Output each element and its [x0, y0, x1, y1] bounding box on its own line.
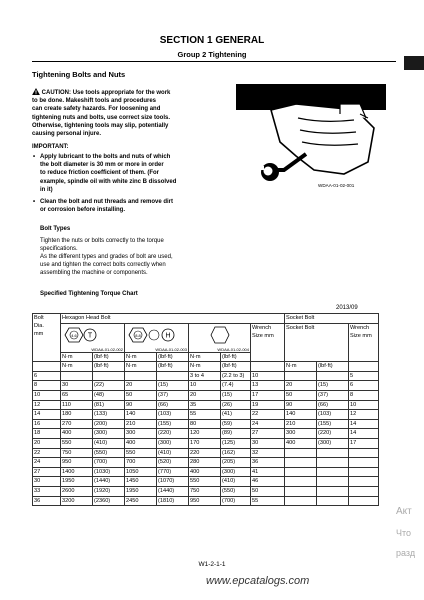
bolt-types-heading: Bolt Types	[40, 226, 71, 232]
torque-cell	[285, 448, 317, 458]
torque-cell	[317, 486, 349, 496]
blank-cell	[33, 362, 61, 372]
torque-row	[33, 467, 379, 477]
torque-cell: 300	[125, 429, 157, 439]
torque-cell: 36	[251, 458, 285, 468]
unit-nm: N·m	[125, 362, 157, 372]
torque-cell: 550	[189, 477, 221, 487]
torque-cell: (410)	[221, 477, 251, 487]
bullet-clean-threads	[40, 198, 212, 214]
torque-cell: (162)	[221, 448, 251, 458]
hand-wrench-illustration	[236, 74, 386, 182]
torque-cell: (22)	[93, 381, 125, 391]
torque-cell: 110	[61, 400, 93, 410]
bolt-dia-cell: 36	[33, 496, 61, 506]
torque-cell: 46	[251, 477, 285, 487]
socket-header: Socket Bolt	[285, 314, 379, 324]
bolt-dia-cell: 12	[33, 400, 61, 410]
wrench-size-line: Size mm	[350, 332, 372, 339]
torque-cell: 22	[251, 410, 285, 420]
para-line: use and tighten the correct bolts correctly when	[40, 262, 166, 268]
torque-cell: (15)	[157, 381, 189, 391]
torque-cell: (700)	[221, 496, 251, 506]
torque-cell: 1950	[125, 486, 157, 496]
torque-cell: (155)	[317, 419, 349, 429]
torque-row	[33, 371, 379, 381]
torque-cell: (220)	[157, 429, 189, 439]
torque-cell: 55	[189, 410, 221, 420]
unit-lbfft: (lbf·ft)	[221, 352, 251, 362]
torque-cell: (37)	[317, 390, 349, 400]
page-number: W1-2-1-1	[198, 561, 226, 568]
torque-cell: 550	[125, 448, 157, 458]
caution-line: Otherwise, tightening tools may slip, potentially	[32, 122, 169, 129]
side-overlay-text: разд	[396, 548, 416, 558]
bolt-dia-cell: 6	[33, 371, 61, 381]
torque-row	[33, 429, 379, 439]
torque-cell	[285, 371, 317, 381]
unit-nm: N·m	[61, 352, 93, 362]
caution-line: to be done. Makeshift tools and procedures	[32, 98, 157, 105]
section-tab-marker	[404, 56, 424, 70]
svg-text:8.8: 8.8	[135, 332, 141, 338]
torque-cell: 950	[189, 496, 221, 506]
torque-cell	[349, 467, 379, 477]
torque-cell: (81)	[93, 400, 125, 410]
torque-cell: 19	[251, 400, 285, 410]
bolt-dia-cell: 20	[33, 438, 61, 448]
torque-cell: (103)	[317, 410, 349, 420]
bullet-line: • Clean the bolt and nut threads and remove dirt	[40, 199, 174, 205]
bolt-dia-cell: 27	[33, 467, 61, 477]
hex-bolt-plain-icon	[209, 326, 231, 344]
torque-cell: 90	[125, 400, 157, 410]
bolt-dia-cell: 10	[33, 390, 61, 400]
bolt-dia-cell: 18	[33, 429, 61, 439]
caution-block	[32, 88, 212, 138]
torque-cell: 170	[189, 438, 221, 448]
torque-cell: (200)	[93, 419, 125, 429]
unit-lbfft: (lbf·ft)	[93, 352, 125, 362]
col-id: WDAA-01-02-003	[155, 346, 187, 352]
torque-cell: (155)	[157, 419, 189, 429]
side-overlay-text: Что	[396, 528, 412, 538]
torque-cell: 140	[125, 410, 157, 420]
torque-cell: 30	[251, 438, 285, 448]
torque-cell: (520)	[157, 458, 189, 468]
torque-cell: 1050	[125, 467, 157, 477]
torque-cell: 300	[285, 429, 317, 439]
torque-cell	[317, 371, 349, 381]
torque-cell: (1440)	[157, 486, 189, 496]
unit-lbfft: (lbf·ft)	[157, 352, 189, 362]
torque-cell: 50	[285, 390, 317, 400]
torque-cell	[317, 496, 349, 506]
torque-row	[33, 496, 379, 506]
bullet-line: to reduce friction coefficient of them. (For	[40, 170, 160, 177]
svg-text:4.6: 4.6	[71, 332, 77, 338]
torque-cell: 400	[285, 438, 317, 448]
bolt-dia-cell: 22	[33, 448, 61, 458]
torque-cell	[93, 371, 125, 381]
wrench-size-header	[251, 323, 285, 362]
torque-cell: (700)	[93, 458, 125, 468]
torque-cell: (2.2 to 3)	[221, 371, 251, 381]
torque-cell: (15)	[317, 381, 349, 391]
bolt-dia-header	[33, 314, 61, 362]
torque-cell: 50	[251, 486, 285, 496]
bullet-line: example, spindle oil with white zinc B dissolved	[40, 178, 177, 185]
wrench-size-line: Wrench	[252, 324, 272, 331]
unit-nm: N·m	[285, 362, 317, 372]
torque-cell: 700	[125, 458, 157, 468]
side-overlay-text: Акт	[396, 506, 412, 517]
torque-cell: 1950	[61, 477, 93, 487]
unit-nm: N·m	[189, 352, 221, 362]
torque-row	[33, 419, 379, 429]
svg-text:T: T	[87, 332, 93, 340]
para-line: specifications.	[40, 246, 78, 252]
bolt-dia-cell: 14	[33, 410, 61, 420]
unit-nm: N·m	[61, 362, 93, 372]
torque-cell	[285, 486, 317, 496]
torque-cell: 17	[349, 438, 379, 448]
torque-cell	[349, 448, 379, 458]
torque-cell: 14	[349, 429, 379, 439]
unit-nm: N·m	[189, 362, 221, 372]
torque-cell: (1920)	[93, 486, 125, 496]
hex-head-header: Hexagon Head Bolt	[61, 314, 285, 324]
torque-cell: 5	[349, 371, 379, 381]
torque-cell: (550)	[93, 448, 125, 458]
torque-cell: 400	[189, 467, 221, 477]
torque-cell: (37)	[157, 390, 189, 400]
torque-cell	[317, 477, 349, 487]
torque-row	[33, 477, 379, 487]
bullet-lubricant	[40, 153, 212, 194]
section-title: SECTION 1 GENERAL	[159, 35, 265, 46]
torque-cell: 35	[189, 400, 221, 410]
torque-cell: 55	[251, 496, 285, 506]
torque-cell: 270	[61, 419, 93, 429]
torque-cell: (300)	[157, 438, 189, 448]
torque-cell: 17	[251, 390, 285, 400]
warning-triangle-icon	[32, 88, 40, 95]
torque-cell: (1440)	[93, 477, 125, 487]
bullet-line: or corrosion before installing.	[40, 207, 126, 214]
torque-cell: 65	[61, 390, 93, 400]
torque-cell	[317, 448, 349, 458]
torque-cell: (103)	[157, 410, 189, 420]
torque-cell: 10	[349, 400, 379, 410]
torque-cell: 1450	[125, 477, 157, 487]
unit-lbfft: (lbf·ft)	[93, 362, 125, 372]
torque-row	[33, 410, 379, 420]
torque-cell: 950	[61, 458, 93, 468]
bullet-line: • Apply lubricant to the bolts and nuts of which	[40, 154, 171, 160]
torque-cell: 80	[189, 419, 221, 429]
torque-cell: 20	[285, 381, 317, 391]
torque-cell: 140	[285, 410, 317, 420]
bullet-line: the bolt diameter is 30 mm or more in order	[40, 162, 164, 169]
para-line: assembling the machine or components.	[40, 270, 148, 276]
col-id: WDAA-01-02-002	[91, 346, 123, 352]
torque-cell: 3 to 4	[189, 371, 221, 381]
torque-cell: (410)	[157, 448, 189, 458]
unit-lbfft: (lbf·ft)	[157, 362, 189, 372]
torque-cell	[285, 458, 317, 468]
caution-label: CAUTION:	[41, 90, 72, 96]
torque-chart-heading: Specified Tightening Torque Chart	[40, 291, 138, 297]
torque-cell: 10	[189, 381, 221, 391]
torque-cell	[349, 458, 379, 468]
chart-date: 2013/09	[336, 305, 358, 311]
torque-cell: 14	[349, 419, 379, 429]
bolt-grade-4t-icon	[63, 327, 97, 343]
torque-cell: (133)	[93, 410, 125, 420]
bolt-dia-line: mm	[34, 331, 44, 337]
torque-cell: 24	[251, 419, 285, 429]
torque-cell	[285, 496, 317, 506]
torque-row	[33, 400, 379, 410]
unit-lbfft: (lbf·ft)	[317, 362, 349, 372]
wrench-size-line: Wrench	[350, 324, 370, 331]
hex-bolt-type-c	[189, 323, 251, 352]
caution-line: causing personal injure.	[32, 131, 102, 138]
bullet-line: in it)	[40, 186, 53, 193]
torque-cell: (89)	[221, 429, 251, 439]
torque-cell: 20	[189, 390, 221, 400]
bolt-dia-cell: 33	[33, 486, 61, 496]
torque-cell: 41	[251, 467, 285, 477]
torque-row	[33, 448, 379, 458]
torque-cell: 12	[349, 410, 379, 420]
torque-cell	[125, 371, 157, 381]
caution-line: tightening nuts and bolts, use correct size tools.	[32, 114, 171, 121]
torque-cell: 120	[189, 429, 221, 439]
bolt-dia-cell: 30	[33, 477, 61, 487]
torque-cell: 27	[251, 429, 285, 439]
torque-cell	[317, 467, 349, 477]
torque-cell: (300)	[221, 467, 251, 477]
torque-cell	[61, 371, 93, 381]
socket-wrench-size-header	[349, 323, 379, 362]
header-rule	[32, 61, 396, 62]
torque-cell: 400	[61, 429, 93, 439]
torque-cell: 50	[125, 390, 157, 400]
torque-cell: (1810)	[157, 496, 189, 506]
torque-cell: 2450	[125, 496, 157, 506]
col-id: WDAA-01-02-004	[217, 346, 249, 352]
torque-cell: (550)	[221, 486, 251, 496]
unit-lbfft: (lbf·ft)	[221, 362, 251, 372]
group-title: Group 2 Tightening	[177, 50, 247, 59]
torque-table	[32, 313, 379, 506]
socket-bolt-type: Socket Bolt	[285, 323, 349, 362]
bolt-dia-cell: 8	[33, 381, 61, 391]
torque-cell: (41)	[221, 410, 251, 420]
torque-cell: (15)	[221, 390, 251, 400]
bolt-dia-line: Bolt	[34, 315, 44, 321]
torque-cell: 20	[125, 381, 157, 391]
torque-cell: 32	[251, 448, 285, 458]
torque-cell: (7.4)	[221, 381, 251, 391]
torque-cell: 210	[125, 419, 157, 429]
torque-cell: 30	[61, 381, 93, 391]
torque-cell: 3200	[61, 496, 93, 506]
torque-cell: (1070)	[157, 477, 189, 487]
torque-row	[33, 438, 379, 448]
torque-row	[33, 486, 379, 496]
important-label: IMPORTANT:	[32, 144, 69, 150]
para-line: As the different types and grades of bolt are used,	[40, 254, 173, 260]
torque-cell: (125)	[221, 438, 251, 448]
torque-cell: (66)	[157, 400, 189, 410]
torque-cell: 8	[349, 390, 379, 400]
para-line: Tighten the nuts or bolts correctly to the torque	[40, 238, 164, 244]
torque-cell: 90	[285, 400, 317, 410]
torque-row	[33, 390, 379, 400]
figure-id: WDAA-01-02-001	[318, 183, 355, 188]
hex-bolt-type-b	[125, 323, 189, 352]
torque-cell: (26)	[221, 400, 251, 410]
caution-line: Use tools appropriate for the work	[72, 90, 171, 96]
torque-cell: (48)	[93, 390, 125, 400]
torque-cell: (300)	[317, 438, 349, 448]
watermark-text: www.epcatalogs.com	[206, 575, 310, 587]
torque-cell: 750	[61, 448, 93, 458]
torque-cell: 220	[189, 448, 221, 458]
bolt-types-paragraph	[40, 237, 220, 277]
torque-cell: 210	[285, 419, 317, 429]
torque-cell: (66)	[317, 400, 349, 410]
torque-cell: (59)	[221, 419, 251, 429]
svg-text:H: H	[165, 332, 171, 340]
unit-nm: N·m	[125, 352, 157, 362]
torque-cell: (220)	[317, 429, 349, 439]
torque-cell	[317, 458, 349, 468]
torque-cell: (410)	[93, 438, 125, 448]
section-heading: Tightening Bolts and Nuts	[32, 70, 126, 79]
torque-cell: 400	[125, 438, 157, 448]
wrench-size-line: Size mm	[252, 332, 274, 339]
bolt-dia-line: Dia.	[34, 323, 44, 329]
hex-bolt-type-a	[61, 323, 125, 352]
torque-cell: 13	[251, 381, 285, 391]
torque-cell: 2600	[61, 486, 93, 496]
torque-cell: 750	[189, 486, 221, 496]
torque-row	[33, 381, 379, 391]
torque-cell	[349, 496, 379, 506]
blank-cell	[349, 362, 379, 372]
torque-cell: 6	[349, 381, 379, 391]
torque-cell: (205)	[221, 458, 251, 468]
bolt-dia-cell: 24	[33, 458, 61, 468]
torque-cell: 10	[251, 371, 285, 381]
torque-cell	[157, 371, 189, 381]
torque-cell: (1030)	[93, 467, 125, 477]
torque-cell: (300)	[93, 429, 125, 439]
blank-cell	[251, 362, 285, 372]
torque-cell: 180	[61, 410, 93, 420]
torque-cell: (770)	[157, 467, 189, 477]
torque-cell: 280	[189, 458, 221, 468]
torque-cell	[285, 467, 317, 477]
bolt-dia-cell: 16	[33, 419, 61, 429]
bolt-grade-8t-icon	[127, 327, 175, 343]
torque-cell	[285, 477, 317, 487]
torque-cell: (2360)	[93, 496, 125, 506]
torque-cell	[349, 486, 379, 496]
torque-cell: 1400	[61, 467, 93, 477]
caution-line: can create safety hazards. For loosening and	[32, 106, 161, 113]
torque-row	[33, 458, 379, 468]
torque-cell	[349, 477, 379, 487]
torque-cell: 550	[61, 438, 93, 448]
